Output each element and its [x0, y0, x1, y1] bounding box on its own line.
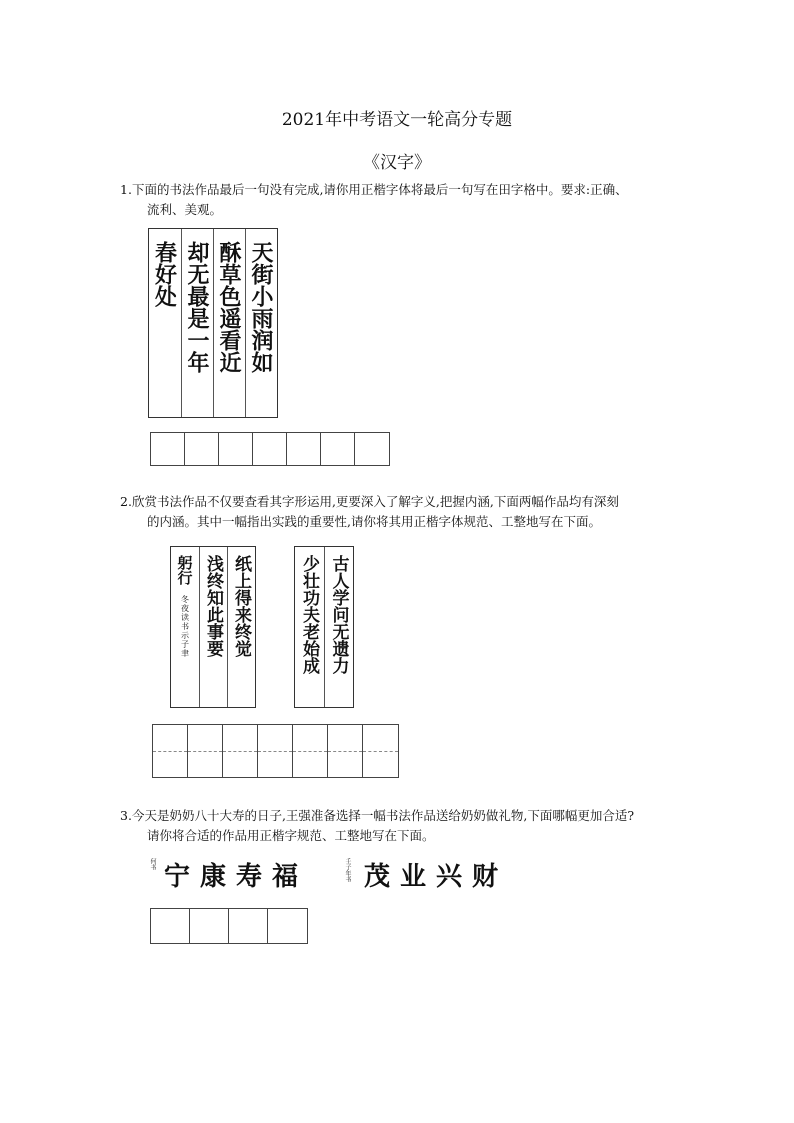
- signature: 何书: [149, 858, 156, 870]
- question-text-line1: 今天是奶奶八十大寿的日子,王强准备选择一幅书法作品送给奶奶做礼物,下面哪幅更加合适?: [131, 808, 635, 823]
- grid-cell[interactable]: [153, 725, 188, 777]
- calligraphy-column: 酥草色遥看近: [213, 229, 245, 417]
- grid-cell[interactable]: [287, 433, 321, 465]
- answer-grid-1[interactable]: [150, 432, 390, 466]
- grid-cell[interactable]: [355, 433, 389, 465]
- calligraphy-column: 纸上得来终觉: [227, 547, 255, 707]
- calligraphy-text: 躬行: [175, 555, 194, 585]
- grid-cell[interactable]: [293, 725, 328, 777]
- question-text-line2: 请你将合适的作品用正楷字规范、工整地写在下面。: [147, 828, 435, 843]
- grid-cell[interactable]: [328, 725, 363, 777]
- page-title: 2021年中考语文一轮高分专题: [281, 110, 513, 130]
- grid-cell[interactable]: [223, 725, 258, 777]
- calligraphy-column: 却无最是一年: [181, 229, 213, 417]
- grid-cell[interactable]: [190, 909, 229, 943]
- calligraphy-scroll-1: [148, 228, 278, 418]
- grid-cell[interactable]: [321, 433, 355, 465]
- page-subtitle: 《汉字》: [363, 153, 431, 173]
- answer-grid-2[interactable]: [152, 724, 399, 778]
- grid-cell[interactable]: [188, 725, 223, 777]
- calligraphy-horizontal-a: 宁康寿福: [164, 862, 309, 892]
- calligraphy-column: 春好处: [151, 241, 178, 307]
- question-2: [120, 492, 700, 532]
- grid-cell[interactable]: [151, 909, 190, 943]
- question-1: [120, 180, 700, 220]
- question-3: [120, 806, 720, 846]
- grid-cell[interactable]: [229, 909, 268, 943]
- grid-cell[interactable]: [151, 433, 185, 465]
- grid-cell[interactable]: [185, 433, 219, 465]
- grid-cell[interactable]: [219, 433, 253, 465]
- calligraphy-column: 古人学问无遗力: [324, 547, 353, 707]
- grid-cell[interactable]: [363, 725, 398, 777]
- grid-cell[interactable]: [258, 725, 293, 777]
- grid-cell[interactable]: [268, 909, 307, 943]
- question-number: 1.: [120, 182, 132, 197]
- calligraphy-column: 浅终知此事要: [199, 547, 227, 707]
- question-number: 2.: [120, 494, 132, 509]
- signature: 壬子年书: [344, 858, 351, 882]
- grid-cell[interactable]: [253, 433, 287, 465]
- answer-grid-3[interactable]: [150, 908, 308, 944]
- question-number: 3.: [120, 808, 132, 823]
- question-text-line1: 下面的书法作品最后一句没有完成,请你用正楷字体将最后一句写在田字格中。要求:正确、: [131, 182, 628, 197]
- calligraphy-column: 天街小雨润如: [245, 229, 277, 417]
- calligraphy-column: 少壮功夫老始成: [299, 555, 319, 674]
- question-text-line1: 欣赏书法作品不仅要查看其字形运用,更要深入了解字义,把握内涵,下面两幅作品均有深刻: [131, 494, 619, 509]
- question-text-line2: 流利、美观。: [147, 202, 223, 217]
- question-text-line2: 的内涵。其中一幅指出实践的重要性,请你将其用正楷字体规范、工整地写在下面。: [147, 514, 601, 529]
- calligraphy-scroll-2a: [170, 546, 256, 708]
- signature: 冬夜读书示子聿: [180, 595, 190, 658]
- calligraphy-horizontal-b: 茂业兴财: [364, 862, 509, 892]
- calligraphy-scroll-2b: [294, 546, 354, 708]
- calligraphy-column-with-signature: [171, 547, 199, 707]
